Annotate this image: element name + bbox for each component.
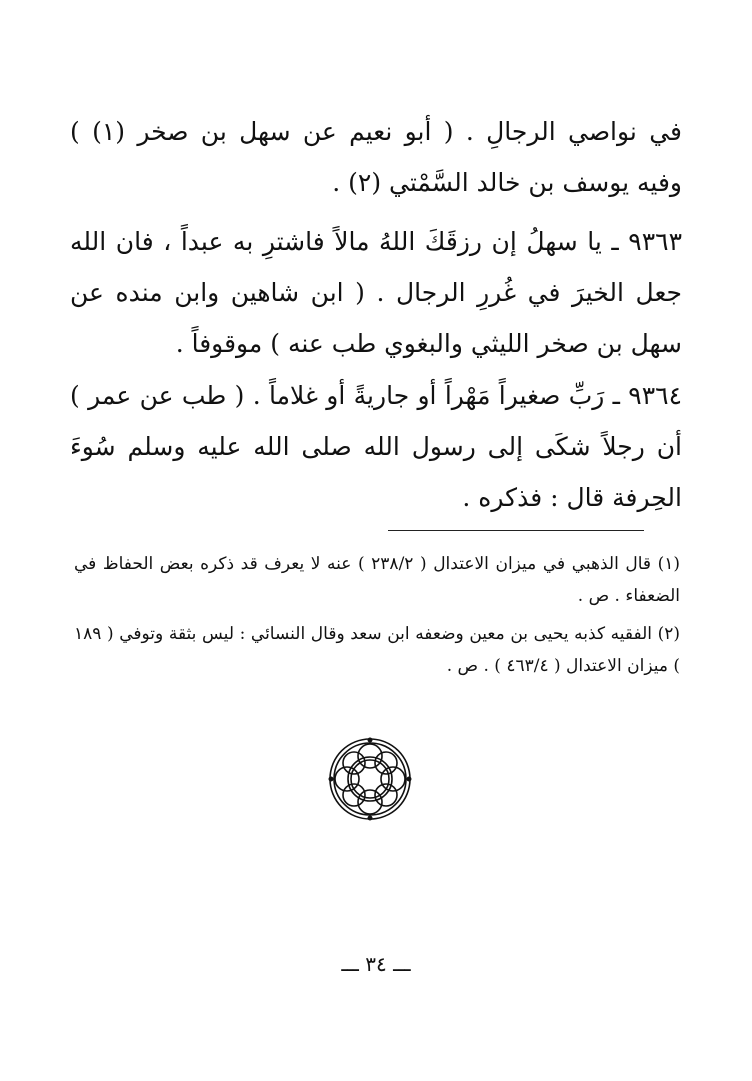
hadith-9364: ٩٣٦٤ ـ رَبِّ صغيراً مَهْراً أو جاريةً أو غلاماً . ( طب عن عمر ) أن رجلاً شكَى إلى رسول الله صلى الله عليه وسلم سُوءَ الحِرفة قال : فذكره . <box>70 381 682 512</box>
circular-knot-ornament-icon <box>325 734 415 824</box>
hadith-9363: ٩٣٦٣ ـ يا سهلُ إن رزقَكَ اللهُ مالاً فاشترِ به عبداً ، فان الله جعل الخيرَ في غُررِ الرجال . ( ابن شاهين وابن منده عن سهل بن صخر الليثي والبغوي طب عنه ) موقوفاً . <box>70 227 682 358</box>
footnote-2: (٢) الفقيه كذبه يحيى بن معين وضعفه ابن سعد وقال النسائي : ليس بثقة وتوفي ( ١٨٩ ) ميزان الاعتدال ( ٤٦٣/٤ ) . ص . <box>74 624 680 676</box>
footnote-divider <box>388 530 644 531</box>
page-number: ـــ ٣٤ ـــ <box>341 952 411 976</box>
paragraph-continuation: في نواصي الرجالِ . ( أبو نعيم عن سهل بن صخر (١) ) وفيه يوسف بن خالد السَّمْتي (٢) . <box>70 117 682 197</box>
footnote-1: (١) قال الذهبي في ميزان الاعتدال ( ٢٣٨/٢ ) عنه لا يعرف قد ذكره بعض الحفاظ في الضعفاء . ص . <box>74 554 680 606</box>
